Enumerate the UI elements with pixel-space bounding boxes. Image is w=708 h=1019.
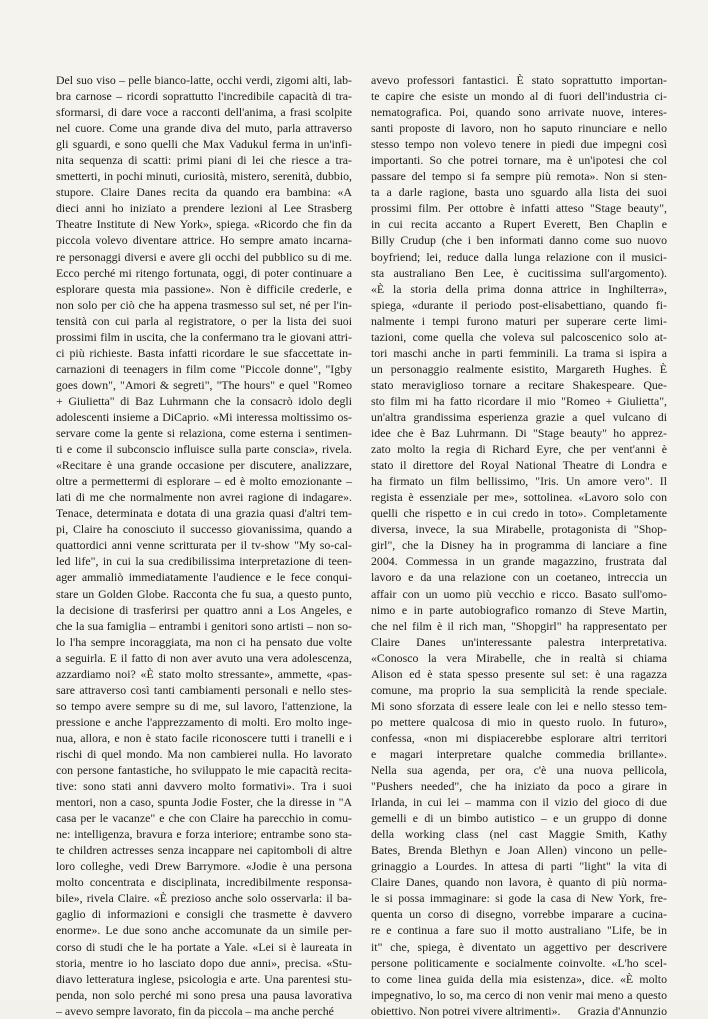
text-line: Del suo viso – pelle bianco-latte, occhi verdi, zigomi alti, lab- — [56, 73, 352, 87]
text-line: adolescenti insieme a DiCaprio. «Mi interessa moltissimo os- — [56, 409, 352, 424]
text-line: lati di me che normalmente non avrei ragione di indagare». — [56, 490, 352, 505]
text-line: azzardiamo noi? «È stato molto stressante», ammette, «pas- — [56, 666, 352, 681]
text-line: re personaggi diversi e avere gli occhi del pubblico su di me. — [56, 249, 352, 264]
text-line: tazioni, come quella che voleva sul palcoscenico solo at- — [371, 329, 667, 344]
text-line: e magari interpretare qualche commedia brillante». — [371, 746, 667, 761]
text-line: loro colleghe, vedi Drew Barrymore. «Jodie è una persona — [56, 859, 352, 874]
text-line: to come linea guida della mia esistenza», dice. «È molto — [371, 971, 667, 986]
text-line: nel cuore. Come una grande diva del muto, parla attraverso — [56, 121, 352, 136]
text-line: Tenace, determinata e dotata di una grazia quasi d'altri tem- — [56, 506, 352, 521]
text-line: Ecco perché mi ritengo fortunata, oggi, di poter continuare a — [56, 265, 352, 280]
text-line: persone politicamente e socialmente coinvolte. «L'ho scel- — [371, 955, 667, 970]
text-line: + Giulietta" di Baz Luhrmann che la consacrò idolo degli — [56, 393, 352, 408]
text-line: tensità con cui parla al registratore, o per la lista dei suoi — [56, 313, 352, 328]
text-line: esplorare questa mia passione». Non è difficile crederle, e — [56, 281, 352, 296]
text-line: della working class (nel cast Maggie Smith, Kathy — [371, 827, 667, 842]
text-line: nematografica. Poi, quando sono arrivate nuove, interes- — [371, 105, 667, 120]
text-line: sta australiano Ben Lee, è cucitissima sull'argomento). — [371, 265, 667, 280]
text-line: te capire che esiste un mondo al di fuori dell'industria ci- — [371, 89, 667, 104]
text-line: it" che, spiega, è diventato un aggettivo per descrivere — [371, 939, 667, 954]
text-line: quenta un corso di disegno, vorrebbe imparare a cucina- — [371, 907, 667, 922]
text-line: oltre a permettermi di esplorare – ed è molto emozionante – — [56, 474, 352, 489]
text-line: 2004. Commessa in un grande magazzino, frustrata dal — [371, 554, 667, 569]
text-line: diversa, invece, la sua Mirabelle, protagonista di "Shop- — [371, 522, 667, 537]
text-line: quelli che rispetto e in cui credo in toto». Completamente — [371, 506, 667, 521]
text-line: ne: intelligenza, bravura e forza interiore; entrambe sono sta- — [56, 827, 352, 842]
text-line: le si possa immaginare: si gode la casa di New York, fre- — [371, 891, 667, 906]
text-line: tori maschi anche in parti femminili. La trama si ispira a — [371, 345, 667, 360]
text-line: dieci anni ho iniziato a prendere lezioni al Lee Strasberg — [56, 201, 352, 216]
text-line: lo l'ha sempre incoraggiata, ma non ci ha pensato due volte — [56, 634, 352, 649]
text-line: un'altra grandissima esperienza grazie a quel vulcano di — [371, 409, 667, 424]
text-line: te children actresses senza incappare nei capitomboli di altre — [56, 843, 352, 858]
text-line: con persone fantastiche, ho sviluppato le mie capacità recita- — [56, 763, 352, 778]
text-line: carnazioni di teenagers in film come "Piccole donne", "Igby — [56, 361, 352, 376]
text-line: boyfriend; lei, reduce dalla lunga relazione con il musici- — [371, 249, 667, 264]
text-line: tive: sono stati anni davvero molto formativi». Tra i suoi — [56, 779, 352, 794]
text-line: nita sequenza di scatti: primi piani di lei che riesce a tra- — [56, 153, 352, 168]
text-line: "Pushers needed", che ha iniziato da poco a girare in — [371, 779, 667, 794]
text-line: «È la storia della prima donna attrice in Inghilterra», — [371, 281, 667, 296]
text-line — [371, 1003, 667, 1019]
text-line: rischi di quel mondo. Ma non cambierei nulla. Ho lavorato — [56, 746, 352, 761]
text-line: ta a darle ragione, basta uno sguardo alla lista dei suoi — [371, 185, 667, 200]
text-line: zato molto la regia di Richard Eyre, che per vent'anni è — [371, 442, 667, 457]
text-line: ti e come il subconscio influisce sulla parte conscia», rivela. — [56, 442, 352, 457]
text-line: prossimi film in uscita, che la confermano tra le giovani attri- — [56, 329, 352, 344]
text-line: ha firmato un film bellissimo, "Iris. Un amore vero". Il — [371, 474, 667, 489]
text-line: penda, non solo perché mi sono presa una pausa lavorativa — [56, 987, 352, 1002]
text-line: lavoro e da una relazione con un coetaneo, intreccia un — [371, 570, 667, 585]
text-line: idee che è Baz Luhrmann. Di "Stage beauty" ho apprez- — [371, 426, 667, 441]
text-line: non solo per ciò che ha appena trasmesso sul set, né per l'in- — [56, 297, 352, 312]
author-signature: Grazia d'Annunzio — [577, 1003, 667, 1018]
text-line: – avevo sempre lavorato, fin da piccola – ma anche perché — [56, 1003, 334, 1018]
text-line: Irlanda, in cui lei – mamma con il vizio del gioco di due — [371, 795, 667, 810]
text-line: enorme». Le due sono anche accomunate da un simile per- — [56, 923, 352, 938]
text-line: diavo letteratura inglese, psicologia e arte. Una parentesi stu- — [56, 971, 352, 986]
text-line: corso di studi che le ha portate a Yale. «Lei si è laureata in — [56, 939, 352, 954]
text-line-content: obiettivo. Non potrei vivere altrimenti». — [371, 1003, 561, 1018]
text-line: piccola volevo diventare attrice. Ho sempre amato incarna- — [56, 233, 352, 248]
text-line: ager ammaliò immediatamente l'audience e le fece conqui- — [56, 570, 352, 585]
article-column-left — [56, 72, 352, 1019]
text-line: molto concentrata e disciplinata, incredibilmente responsa- — [56, 875, 352, 890]
text-line: regista è essenziale per me», sottolinea. «Lavoro solo con — [371, 490, 667, 505]
text-line: Theatre Institute di New York», spiega. «Ricordo che fin da — [56, 217, 352, 232]
text-line: prossimi film. Per ottobre è infatti atteso "Stage beauty", — [371, 201, 667, 216]
text-line: ci più richieste. Basta infatti ricordare le sue sfaccettate in- — [56, 345, 352, 360]
text-line: storia, mentre io ho lasciato dopo due anni», precisa. «Stu- — [56, 955, 352, 970]
text-line: importanti. So che potrei tornare, ma è un'ipotesi che col — [371, 153, 667, 168]
text-line: in cui recita accanto a Rupert Everett, Ben Chaplin e — [371, 217, 667, 232]
text-line: quattordici anni venne scritturata per il tv-show "My so-cal- — [56, 538, 352, 553]
text-line: gemelli e di un bimbo autistico – e un gruppo di donne — [371, 811, 667, 826]
text-line: comune, ma proprio la sua semplicità la rende speciale. — [371, 682, 667, 697]
text-line: «Conosco la vera Mirabelle, che in realtà si chiama — [371, 650, 667, 665]
text-line: avevo professori fantastici. È stato soprattutto importan- — [371, 73, 667, 87]
text-line: sformarsi, di dare voce a racconti dell'anima, a frasi scolpite — [56, 105, 352, 120]
text-line: nimo e in parte autobiografico romanzo di Steve Martin, — [371, 602, 667, 617]
text-line: goes down", "Amori & segreti", "The hours" e quel "Romeo — [56, 377, 352, 392]
text-line: stupore. Claire Danes recita da quando era bambina: «A — [56, 185, 352, 200]
text-line: led life", in cui la sua credibilissima interpretazione di teen- — [56, 554, 352, 569]
text-line: confessa, «non mi dispiacerebbe esplorare altri territori — [371, 730, 667, 745]
text-line: stesso tempo non volevo tenere in piedi due impegni così — [371, 137, 667, 152]
text-line: Nella sua agenda, per ora, c'è una nuova pellicola, — [371, 763, 667, 778]
text-line: stato meraviglioso tornare a recitare Shakespeare. Que- — [371, 377, 667, 392]
text-line: Mi sono sforzata di essere leale con lei e nello stesso tem- — [371, 698, 667, 713]
text-line: stato il direttore del Royal National Theatre di Londra e — [371, 458, 667, 473]
text-line: gaglio di informazioni e consigli che trasmette è davvero — [56, 907, 352, 922]
text-line: grinaggio a Lourdes. In attesa di parti "light" la vita di — [371, 859, 667, 874]
text-line: un personaggio realmente esistito, Margareth Hughes. È — [371, 361, 667, 376]
text-line: Claire Danes un'interessante palestra interpretativa. — [371, 634, 667, 649]
text-line: so tempo avere sempre su di me, sul lavoro, l'attenzione, la — [56, 698, 352, 713]
text-line: nua, allora, e non è stato facile riconoscere tutti i tranelli e i — [56, 730, 352, 745]
text-line: girl", che la Disney ha in programma di lanciare a fine — [371, 538, 667, 553]
text-line: gli sguardi, e sono quelli che Max Vadukul ferma in un'infi- — [56, 137, 352, 152]
text-line: Billy Crudup (che i ben informati danno come suo nuovo — [371, 233, 667, 248]
text-line: pi, Claire ha conosciuto il successo giovanissima, quando a — [56, 522, 352, 537]
text-line: che la sua famiglia – entrambi i genitori sono artisti – non so- — [56, 618, 352, 633]
text-line: bra carnose – ricordi soprattutto l'incredibile capacità di tra- — [56, 89, 352, 104]
text-line: po mettere qualcosa di mio in questo ruolo. In futuro», — [371, 714, 667, 729]
text-line: santi proposte di lavoro, non ho saputo rinunciare e nello — [371, 121, 667, 136]
text-line: bile», rivela Claire. «È prezioso anche solo osservarla: il ba- — [56, 891, 352, 906]
text-line: pressione e anche l'apprezzamento di molti. Ero molto inge- — [56, 714, 352, 729]
text-line: che nel film è il rich man, "Shopgirl" ha rappresentato per — [371, 618, 667, 633]
text-line: sare attraverso così tanti cambiamenti personali e nello stes- — [56, 682, 352, 697]
text-line: smetterti, in pochi minuti, curiosità, mistero, serenità, dubbio, — [56, 169, 352, 184]
text-line: «Recitare è una grande occasione per discutere, analizzare, — [56, 458, 352, 473]
text-line: la decisione di trasferirsi per quattro anni a Los Angeles, e — [56, 602, 352, 617]
text-line: spiega, «durante il periodo post-elisabettiano, quando fi- — [371, 297, 667, 312]
text-line: impegnativo, lo so, ma cerco di non venir mai meno a questo — [371, 987, 667, 1002]
text-line: nalmente i tempi furono maturi per superare certe limi- — [371, 313, 667, 328]
text-line: Claire Danes, quando non lavora, è quanto di più norma- — [371, 875, 667, 890]
text-line: servare come la gente si relaziona, come esterna i sentimen- — [56, 426, 352, 441]
text-line: mentori, non a caso, spunta Jodie Foster, che la diresse in "A — [56, 795, 352, 810]
text-line: passare del tempo si fa sempre più remota». Non si sten- — [371, 169, 667, 184]
text-line: a seguirla. E il fatto di non aver avuto una vera adolescenza, — [56, 650, 352, 665]
text-line: sto film mi ha fatto ricordare il mio "Romeo + Giulietta", — [371, 393, 667, 408]
text-line: stare un Golden Globe. Racconta che fu sua, a questo punto, — [56, 586, 352, 601]
text-line: casa per le vacanze" e che con Claire ha parecchio in comu- — [56, 811, 352, 826]
text-line: affair con un uomo più vecchio e ricco. Basato sull'omo- — [371, 586, 667, 601]
text-line: re e continua a fare suo il motto australiano "Life, be in — [371, 923, 667, 938]
article-column-right — [371, 72, 667, 1019]
text-line: Alison ed è stata spesso presente sul set: è una ragazza — [371, 666, 667, 681]
text-line: Bates, Brenda Blethyn e Joan Allen) vincono un pelle- — [371, 843, 667, 858]
